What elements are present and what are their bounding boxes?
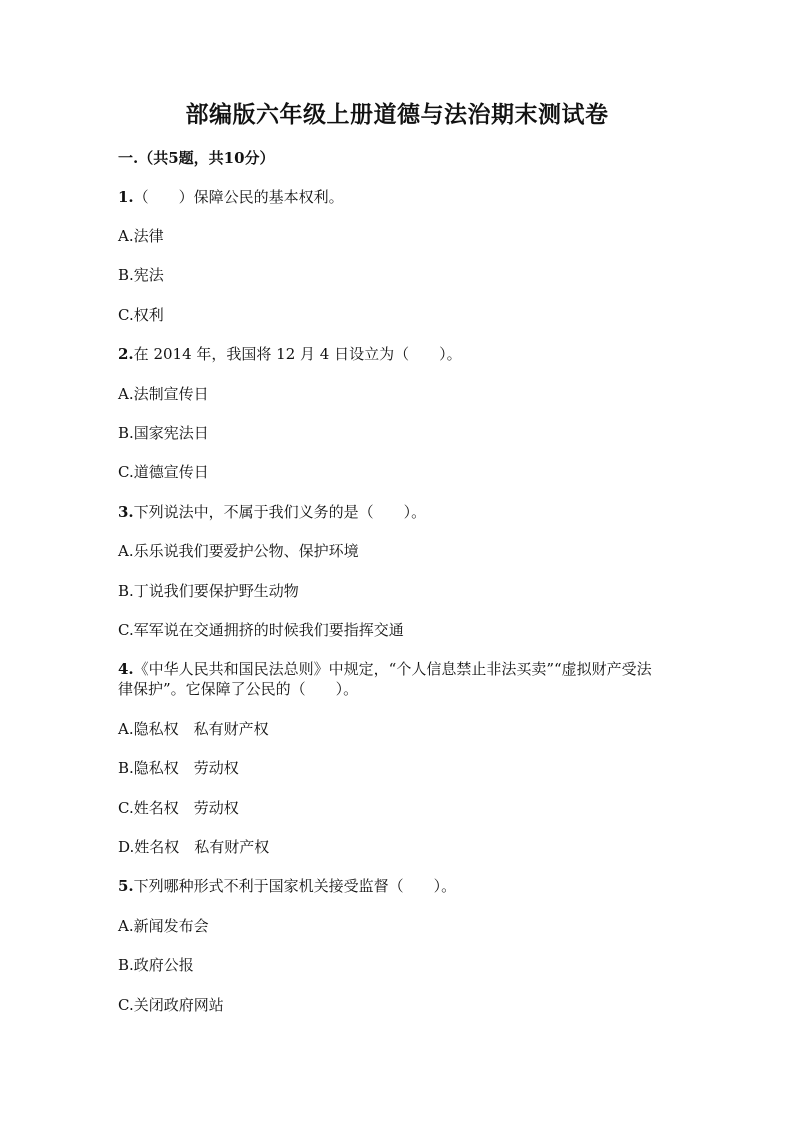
section-heading: 一.（共5题，共10分）	[118, 149, 275, 167]
question-text: 下列说法中，不属于我们义务的是（ ）。	[133, 503, 427, 521]
option-3c: C.军军说在交通拥挤的时候我们要指挥交通	[118, 621, 404, 639]
question-number: 3.	[118, 503, 134, 521]
option-1b: B.宪法	[118, 266, 164, 284]
question-4	[118, 659, 666, 699]
exam-title: 部编版六年级上册道德与法治期末测试卷	[185, 101, 609, 128]
option-2b: B.国家宪法日	[118, 424, 209, 442]
question-2	[118, 344, 698, 364]
question-text: 在 2014 年，我国将 12 月 4 日设立为（ ）。	[133, 345, 462, 363]
option-4d: D.姓名权 私有财产权	[118, 838, 270, 856]
question-number: 1.	[118, 188, 134, 206]
question-1	[118, 187, 698, 207]
question-5	[118, 876, 698, 896]
question-text: （ ）保障公民的基本权利。	[133, 188, 344, 206]
option-1a: A.法律	[118, 227, 164, 245]
option-5c: C.关闭政府网站	[118, 996, 224, 1014]
option-5b: B.政府公报	[118, 956, 194, 974]
question-3	[118, 502, 698, 522]
option-4c: C.姓名权 劳动权	[118, 799, 239, 817]
option-4a: A.隐私权 私有财产权	[118, 720, 269, 738]
option-3a: A.乐乐说我们要爱护公物、保护环境	[118, 542, 359, 560]
question-number: 2.	[118, 345, 134, 363]
option-2c: C.道德宣传日	[118, 463, 209, 481]
option-4b: B.隐私权 劳动权	[118, 759, 239, 777]
option-1c: C.权利	[118, 306, 164, 324]
question-text: 《中华人民共和国民法总则》中规定，“个人信息禁止非法买卖”“虚拟财产受法律保护”。它保障了公民的（ ）。	[118, 660, 652, 698]
option-2a: A.法制宣传日	[118, 385, 209, 403]
question-number: 5.	[118, 877, 134, 895]
question-text: 下列哪种形式不利于国家机关接受监督（ ）。	[133, 877, 457, 895]
option-5a: A.新闻发布会	[118, 917, 209, 935]
question-number: 4.	[118, 660, 134, 678]
option-3b: B.丁说我们要保护野生动物	[118, 582, 299, 600]
